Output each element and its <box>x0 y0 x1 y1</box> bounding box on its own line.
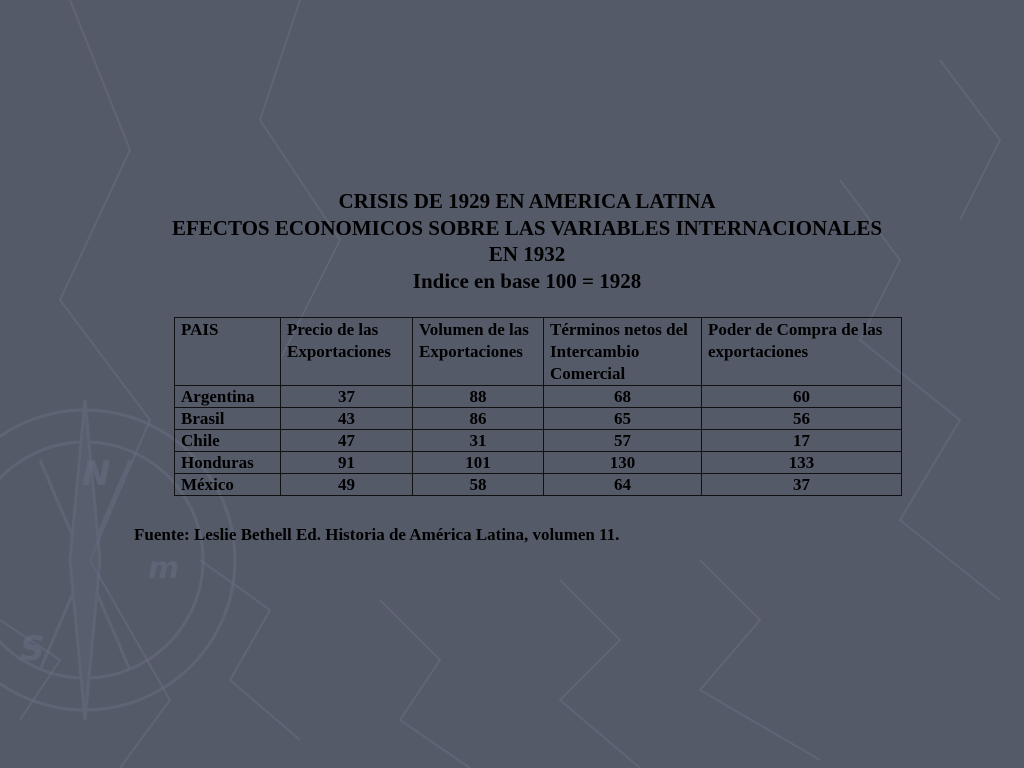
cell-poder: 56 <box>702 408 902 430</box>
cell-poder: 37 <box>702 474 902 496</box>
cell-volumen: 101 <box>413 452 544 474</box>
export-index-table <box>174 317 902 496</box>
cell-precio: 43 <box>281 408 413 430</box>
cell-volumen: 31 <box>413 430 544 452</box>
cell-precio: 47 <box>281 430 413 452</box>
cell-volumen: 86 <box>413 408 544 430</box>
cell-precio: 37 <box>281 386 413 408</box>
cell-terminos: 68 <box>544 386 702 408</box>
cell-terminos: 64 <box>544 474 702 496</box>
cell-poder: 60 <box>702 386 902 408</box>
cell-pais: Argentina <box>175 386 281 408</box>
svg-text:S: S <box>20 629 45 669</box>
cell-pais: Brasil <box>175 408 281 430</box>
header-terminos: Términos netos del Intercambio Comercial <box>544 318 702 386</box>
header-pais: PAIS <box>175 318 281 386</box>
cell-volumen: 58 <box>413 474 544 496</box>
svg-text:N: N <box>82 454 111 494</box>
title-line-2: EFECTOS ECONOMICOS SOBRE LAS VARIABLES INTERNACIONALES <box>171 215 883 240</box>
title-line-4: Indice en base 100 = 1928 <box>412 268 642 293</box>
svg-text:m: m <box>148 551 180 586</box>
table-row <box>175 452 902 474</box>
cell-pais: Honduras <box>175 452 281 474</box>
header-poder: Poder de Compra de las exportaciones <box>702 318 902 386</box>
cell-precio: 49 <box>281 474 413 496</box>
table-row <box>175 408 902 430</box>
table-row <box>175 430 902 452</box>
cell-terminos: 130 <box>544 452 702 474</box>
cell-precio: 91 <box>281 452 413 474</box>
cell-terminos: 65 <box>544 408 702 430</box>
cell-poder: 133 <box>702 452 902 474</box>
header-volumen: Volumen de las Exportaciones <box>413 318 544 386</box>
cell-volumen: 88 <box>413 386 544 408</box>
table-row <box>175 386 902 408</box>
table-row <box>175 474 902 496</box>
cell-pais: Chile <box>175 430 281 452</box>
cell-pais: México <box>175 474 281 496</box>
title-line-3: EN 1932 <box>488 242 566 266</box>
cell-poder: 17 <box>702 430 902 452</box>
header-precio: Precio de las Exportaciones <box>281 318 413 386</box>
source-citation: Fuente: Leslie Bethell Ed. Historia de América Latina, volumen 11. <box>134 525 620 544</box>
title-line-1: CRISIS DE 1929 EN AMERICA LATINA <box>338 189 716 213</box>
cell-terminos: 57 <box>544 430 702 452</box>
slide-title <box>0 188 1024 294</box>
table-header-row <box>175 318 902 386</box>
